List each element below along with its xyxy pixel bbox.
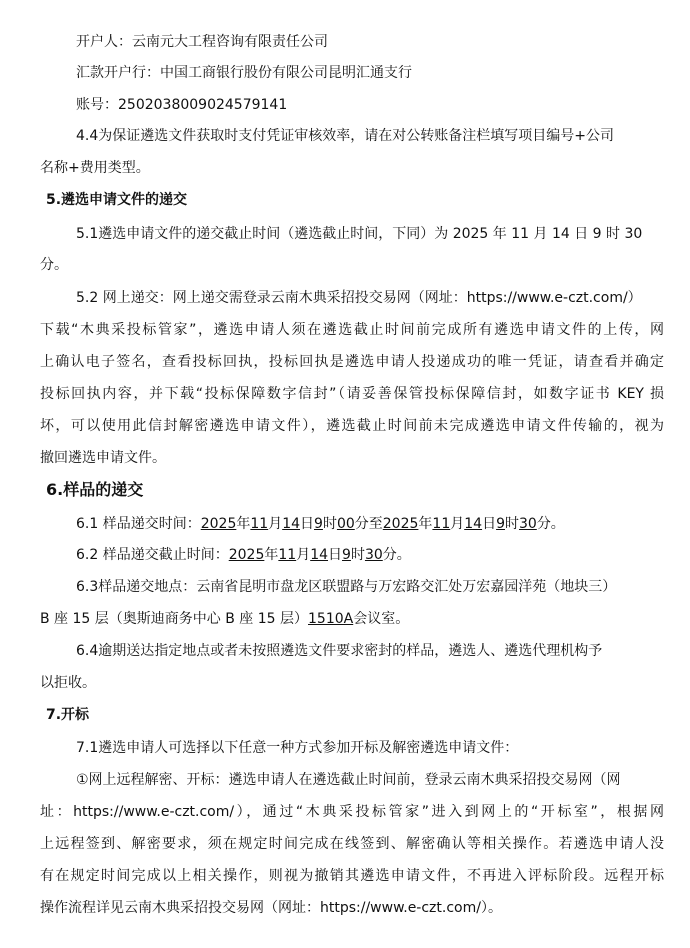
section-5-1-line2: 分。	[40, 257, 68, 273]
section-6-4-line2: 以拒收。	[40, 675, 96, 691]
section-5-2-line: 下载“木典采投标管家”，遴选申请人须在遴选截止时间前完成所有遴选申请文件的上传，网	[40, 322, 664, 338]
section-7-1: 7.1遴选申请人可选择以下任意一种方式参加开标及解密遴选申请文件：	[76, 740, 519, 756]
section-7-remote-line: ①网上远程解密、开标：遴选申请人在遴选截止时间前，登录云南木典采招投交易网（网	[76, 772, 621, 788]
section-7-heading: 7.开标	[46, 707, 90, 723]
section-5-2-line: 坏，可以使用此信封解密遴选申请文件），遴选截止时间前未完成遴选申请文件传输的，视为	[40, 418, 664, 434]
section-5-2-line: 投标回执内容，并下载“投标保障数字信封”（请妥善保管投标保障信封，如数字证书 KEY 损	[40, 386, 664, 402]
section-7-remote-line: 上远程签到、解密要求，须在规定时间完成在线签到、解密确认等相关操作。若遴选申请人没	[40, 836, 664, 852]
section-6-1: 6.1 样品递交时间：2025年11月14日9时00分至2025年11月14日9时30分。	[76, 516, 565, 532]
section-7-remote-line: 操作流程详见云南木典采招投交易网（网址：https://www.e-czt.com/）。	[40, 900, 502, 916]
section-5-2-line: 5.2 网上递交：网上递交需登录云南木典采招投交易网（网址：https://www.e-czt.com/）	[76, 290, 642, 306]
section-7-remote-line: 址：https://www.e-czt.com/），通过“木典采投标管家”进入到网上的“开标室”，根据网	[40, 804, 664, 820]
section-6-3-line1: 6.3样品递交地点：云南省昆明市盘龙区联盟路与万宏路交汇处万宏嘉园洋苑（地块三）	[76, 579, 617, 595]
section-7-remote-line: 有在规定时间完成以上相关操作，则视为撤销其遴选申请文件，不再进入评标阶段。远程开标	[40, 868, 664, 884]
section-6-heading: 6.样品的递交	[46, 480, 144, 499]
note-4-4-line2: 名称+费用类型。	[40, 160, 150, 176]
note-4-4-line1: 4.4为保证遴选文件获取时支付凭证审核效率，请在对公转账备注栏填写项目编号+公司	[76, 128, 614, 144]
section-6-2: 6.2 样品递交截止时间：2025年11月14日9时30分。	[76, 547, 411, 563]
section-5-2-line: 上确认电子签名，查看投标回执，投标回执是遴选申请人投递成功的唯一凭证，请查看并确定	[40, 354, 664, 370]
account-number: 账号：2502038009024579141	[76, 97, 288, 113]
section-5-heading: 5.遴选申请文件的递交	[46, 192, 188, 208]
account-holder: 开户人：云南元大工程咨询有限责任公司	[76, 34, 328, 50]
account-bank: 汇款开户行：中国工商银行股份有限公司昆明汇通支行	[76, 65, 412, 81]
section-5-1-line1: 5.1遴选申请文件的递交截止时间（遴选截止时间，下同）为 2025 年 11 月 14 日 9 时 30	[76, 226, 643, 242]
section-5-2-line: 撤回遴选申请文件。	[40, 450, 166, 466]
section-6-3-line2: B 座 15 层（奥斯迪商务中心 B 座 15 层）1510A会议室。	[40, 611, 410, 627]
section-6-4-line1: 6.4逾期送达指定地点或者未按照遴选文件要求密封的样品，遴选人、遴选代理机构予	[76, 643, 603, 659]
